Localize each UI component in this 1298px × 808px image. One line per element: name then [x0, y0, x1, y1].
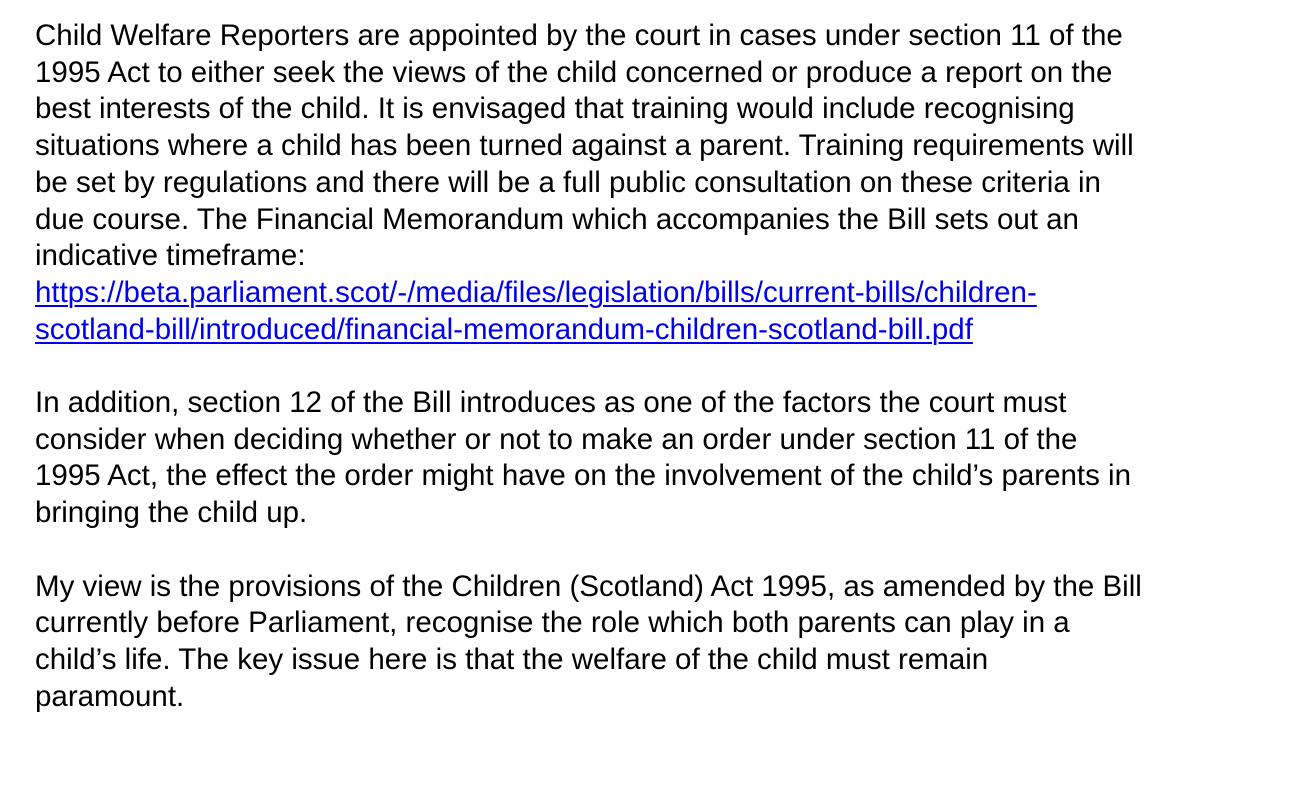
paragraph-section-12 — [35, 385, 1285, 532]
text-line: 1995 Act, the effect the order might have on the involvement of the child’s parents in — [35, 459, 1132, 493]
paragraph-spacer — [35, 532, 1285, 569]
text-line: currently before Parliament, recognise the role which both parents can play in a — [35, 606, 1070, 640]
text-line: best interests of the child. It is envisaged that training would include recognising — [35, 92, 1075, 126]
text-line: consider when deciding whether or not to make an order under section 11 of the — [35, 422, 1078, 456]
text-line: In addition, section 12 of the Bill introduces as one of the factors the court must — [35, 386, 1067, 420]
text-line: Child Welfare Reporters are appointed by the court in cases under section 11 of the — [35, 19, 1123, 52]
paragraph-spacer — [35, 348, 1285, 385]
text-line: bringing the child up. — [35, 496, 308, 530]
text-line: due course. The Financial Memorandum which accompanies the Bill sets out an — [35, 202, 1079, 236]
link-line[interactable]: scotland-bill/introduced/financial-memorandum-children-scotland-bill.pdf — [35, 312, 973, 346]
text-line: paramount. — [35, 679, 185, 713]
text-line: situations where a child has been turned against a parent. Training requirements will — [35, 129, 1134, 163]
text-line: be set by regulations and there will be a full public consultation on these criteria in — [35, 165, 1101, 199]
text-line: indicative timeframe: — [35, 239, 306, 273]
paragraph-my-view — [35, 569, 1285, 716]
paragraph-child-welfare-reporters — [35, 18, 1285, 348]
financial-memorandum-link[interactable] — [35, 275, 1285, 348]
text-line: My view is the provisions of the Children (Scotland) Act 1995, as amended by the Bill — [35, 569, 1142, 603]
link-line[interactable]: https://beta.parliament.scot/-/media/files/legislation/bills/current-bills/children- — [35, 275, 1037, 309]
text-line: 1995 Act to either seek the views of the child concerned or produce a report on the — [35, 55, 1113, 89]
text-line: child’s life. The key issue here is that the welfare of the child must remain — [35, 642, 989, 676]
document-body — [35, 18, 1285, 715]
